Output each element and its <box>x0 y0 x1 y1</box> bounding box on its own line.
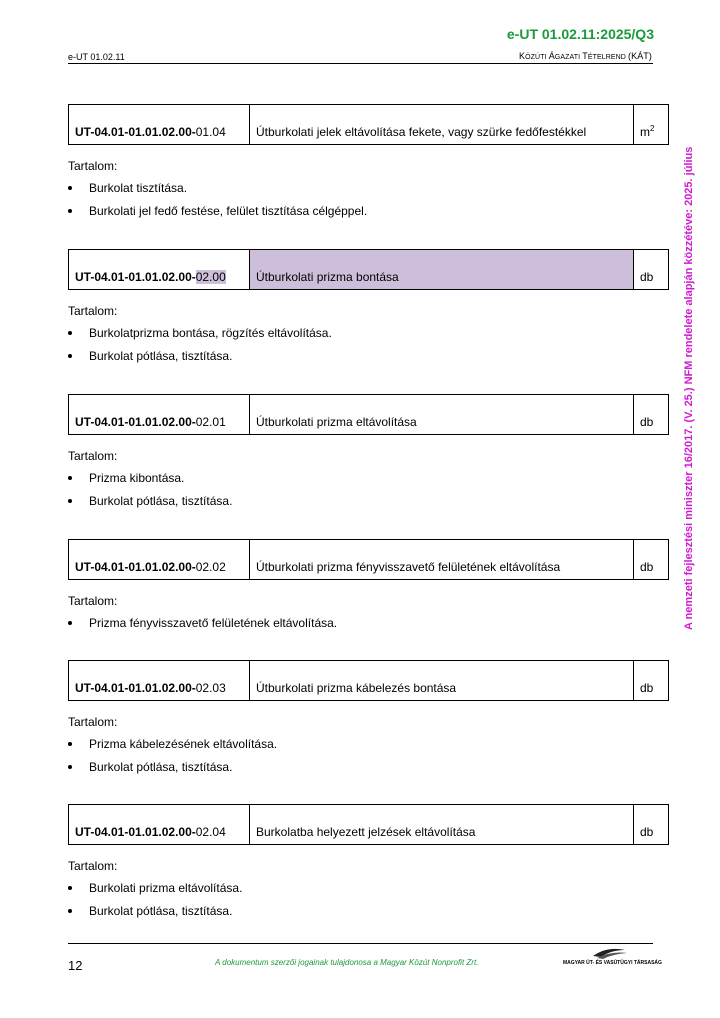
list-item <box>68 616 668 630</box>
header-title-part: (KÁT) <box>628 51 652 61</box>
bullet-icon <box>68 621 72 625</box>
item-code-prefix: UT-04.01-01.01.02.00- <box>75 415 196 429</box>
bullet-icon <box>68 909 72 913</box>
list-item <box>68 760 668 774</box>
copyright-note: A dokumentum szerzői jogainak tulajdonosa a Magyar Közút Nonprofit Zrt. <box>215 958 479 967</box>
header-title-part: Á <box>548 51 555 61</box>
organization-logo-icon <box>563 946 655 970</box>
item-code-suffix: 02.04 <box>195 825 226 839</box>
list-item-text: Burkolat pótlása, tisztítása. <box>89 349 233 363</box>
item-unit: db <box>634 250 669 290</box>
item-code-suffix: 01.04 <box>195 125 226 139</box>
header-title-part: GAZATI <box>554 54 583 61</box>
list-item <box>68 737 668 751</box>
list-item-text: Burkolat pótlása, tisztítása. <box>89 494 233 508</box>
header-right-title <box>519 51 652 61</box>
header-title-part: ÖZÚTI <box>525 54 549 61</box>
list-item <box>68 204 668 218</box>
list-item <box>68 326 668 340</box>
bullet-icon <box>68 331 72 335</box>
item-code-prefix: UT-04.01-01.01.02.00- <box>75 125 196 139</box>
list-item-text: Burkolati jel fedő festése, felület tisztítása célgéppel. <box>89 204 368 218</box>
item-code <box>69 661 250 701</box>
list-item-text: Burkolatprizma bontása, rögzítés eltávolítása. <box>89 326 332 340</box>
header-divider <box>68 63 653 64</box>
item-code <box>69 540 250 580</box>
bullet-icon <box>68 499 72 503</box>
item-code <box>69 105 250 145</box>
bullet-icon <box>68 886 72 890</box>
item-unit: db <box>634 661 669 701</box>
document-code: e-UT 01.02.11:2025/Q3 <box>506 26 654 42</box>
item-code-table <box>68 394 669 435</box>
bullet-icon <box>68 354 72 358</box>
content-label: Tartalom: <box>68 449 118 463</box>
item-title: Útburkolati prizma eltávolítása <box>250 395 634 435</box>
content-label: Tartalom: <box>68 859 118 873</box>
publication-side-note: A nemzeti fejlesztési miniszter 16/2017. (V. 25.) NFM rendelete alapján közzétéve: 2025. július <box>683 146 695 630</box>
item-block <box>68 804 668 927</box>
content-label: Tartalom: <box>68 594 118 608</box>
item-block <box>68 539 668 639</box>
item-code-suffix: 02.02 <box>195 560 226 574</box>
list-item-text: Prizma fényvisszavető felületének eltávolítása. <box>89 616 338 630</box>
item-code-table <box>68 249 669 290</box>
item-code-table <box>68 104 669 145</box>
item-code <box>69 395 250 435</box>
header-title-part: ÉTELREND <box>587 54 628 61</box>
bullet-icon <box>68 476 72 480</box>
item-code-prefix: UT-04.01-01.01.02.00- <box>75 825 196 839</box>
item-unit: db <box>634 805 669 845</box>
item-code <box>69 250 250 290</box>
content-label: Tartalom: <box>68 159 118 173</box>
list-item-text: Burkolat tisztítása. <box>89 181 188 195</box>
item-block <box>68 104 668 227</box>
header-left-code: e-UT 01.02.11 <box>68 52 125 62</box>
list-item <box>68 349 668 363</box>
item-unit-text: m <box>640 125 650 139</box>
list-item <box>68 904 668 918</box>
item-code-prefix: UT-04.01-01.01.02.00- <box>75 681 196 695</box>
content-list <box>68 881 668 918</box>
item-title: Útburkolati prizma fényvisszavető felületének eltávolítása <box>250 540 634 580</box>
header-title-part: K <box>519 51 526 61</box>
organization-name: MAGYAR ÚT- ÉS VASÚTÜGYI TÁRSASÁG <box>563 960 662 966</box>
item-unit <box>634 105 669 145</box>
item-code-table <box>68 539 669 580</box>
list-item-text: Prizma kibontása. <box>89 471 185 485</box>
item-block <box>68 660 668 783</box>
content-list <box>68 326 668 363</box>
item-code-prefix: UT-04.01-01.01.02.00- <box>75 270 196 284</box>
header-title-part: T <box>582 51 588 61</box>
item-title: Útburkolati prizma kábelezés bontása <box>250 661 634 701</box>
bullet-icon <box>68 742 72 746</box>
item-code-suffix: 02.01 <box>195 415 226 429</box>
item-unit-sup: 2 <box>650 124 655 133</box>
list-item <box>68 471 668 485</box>
bullet-icon <box>68 186 72 190</box>
list-item <box>68 181 668 195</box>
item-code-prefix: UT-04.01-01.01.02.00- <box>75 560 196 574</box>
list-item-text: Burkolat pótlása, tisztítása. <box>89 904 233 918</box>
bullet-icon <box>68 765 72 769</box>
item-code-table <box>68 804 669 845</box>
list-item-text: Burkolat pótlása, tisztítása. <box>89 760 233 774</box>
item-code-table <box>68 660 669 701</box>
list-item <box>68 881 668 895</box>
list-item <box>68 494 668 508</box>
content-label: Tartalom: <box>68 715 118 729</box>
content-list <box>68 471 668 508</box>
content-list <box>68 737 668 774</box>
item-title: Burkolatba helyezett jelzések eltávolítása <box>250 805 634 845</box>
item-title: Útburkolati jelek eltávolítása fekete, vagy szürke fedőfestékkel <box>250 105 634 145</box>
content-label: Tartalom: <box>68 304 118 318</box>
item-code-suffix: 02.00 <box>195 270 226 284</box>
footer-divider <box>68 943 653 944</box>
item-unit: db <box>634 540 669 580</box>
content-list <box>68 616 668 630</box>
list-item-text: Burkolati prizma eltávolítása. <box>89 881 243 895</box>
item-block <box>68 249 668 372</box>
page-number: 12 <box>68 958 83 973</box>
item-block <box>68 394 668 517</box>
item-code-suffix: 02.03 <box>195 681 226 695</box>
list-item-text: Prizma kábelezésének eltávolítása. <box>89 737 278 751</box>
item-title: Útburkolati prizma bontása <box>250 250 634 290</box>
bullet-icon <box>68 209 72 213</box>
item-unit: db <box>634 395 669 435</box>
item-code <box>69 805 250 845</box>
content-list <box>68 181 668 218</box>
